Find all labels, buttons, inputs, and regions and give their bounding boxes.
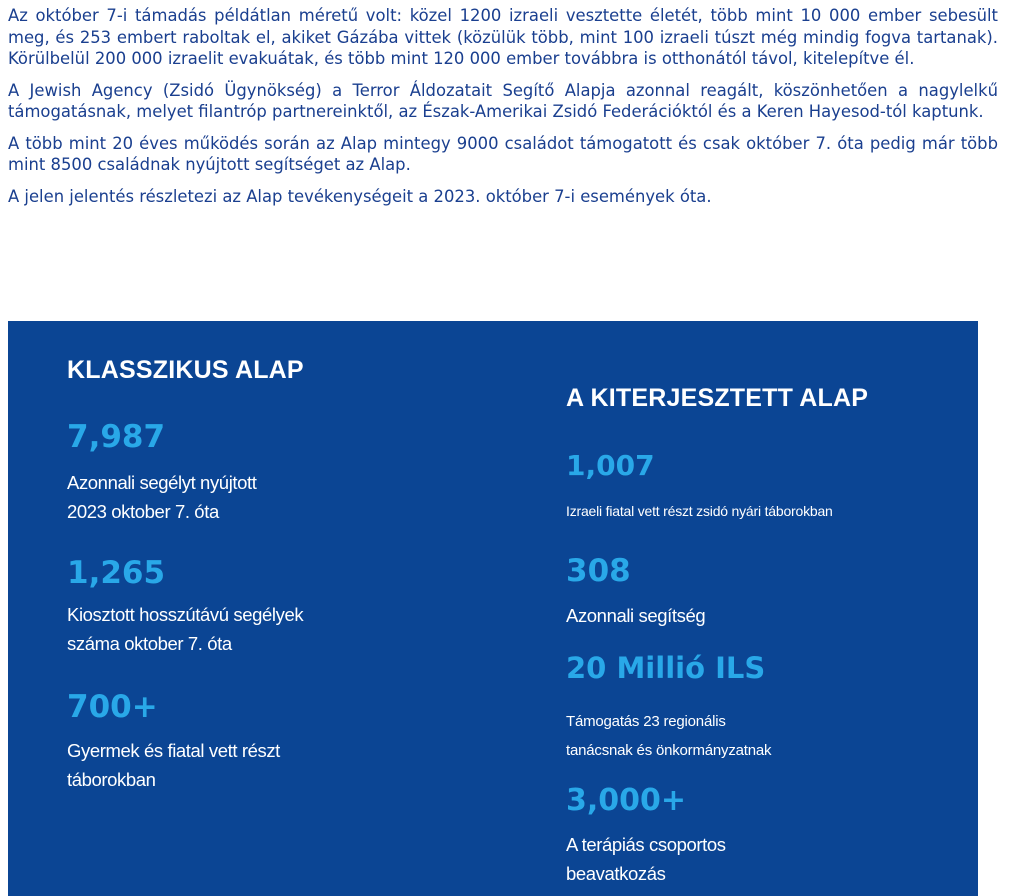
- label-line: Gyermek és fiatal vett részt: [67, 740, 280, 761]
- extended-stat-3-value: 20 Millió ILS: [566, 651, 766, 685]
- intro-paragraph-3: A több mint 20 éves működés során az Alap mintegy 9000 családot támogatott és csak október 7. óta pedig már több mint 8500 családnak nyújtott segítséget az Alap.: [8, 133, 998, 174]
- label-line: táborokban: [67, 769, 156, 790]
- classic-fund-title: KLASSZIKUS ALAP: [67, 356, 304, 384]
- label-line: Azonnali segítség: [566, 605, 706, 626]
- extended-stat-2-label: [566, 601, 705, 630]
- extended-fund-title: A KITERJESZTETT ALAP: [566, 384, 869, 412]
- label-line: száma oktober 7. óta: [67, 633, 232, 654]
- label-line: 2023 oktober 7. óta: [67, 501, 219, 522]
- classic-stat-2-label: [67, 600, 303, 658]
- label-line: Izraeli fiatal vett részt zsidó nyári táborokban: [566, 503, 833, 519]
- extended-stat-1-label: [566, 501, 833, 521]
- label-line: A terápiás csoportos: [566, 834, 726, 855]
- extended-stat-2-value: 308: [566, 553, 631, 589]
- extended-stat-3-label: [566, 707, 771, 765]
- extended-stat-1-value: 1,007: [566, 449, 655, 482]
- intro-paragraph-4: A jelen jelentés részletezi az Alap tevékenységeit a 2023. október 7-i események óta.: [8, 186, 712, 206]
- classic-stat-3-value: 700+: [67, 689, 158, 725]
- label-line: tanácsnak és önkormányzatnak: [566, 742, 772, 759]
- classic-stat-1-value: 7,987: [67, 419, 166, 455]
- intro-paragraph-1: Az október 7-i támadás példátlan méretű volt: közel 1200 izraeli vesztette életét, több mint 10 000 ember sebesült meg, és 253 embert raboltak el, akiket Gázába vittek (közülük több, mint 100 izraeli túszt még mindig fogva tartanak). Körülbelül 200 000 izraelit evakuátak, és több mint 120 000 ember továbbra is otthonától távol, kitelepítve él.: [8, 6, 998, 68]
- label-line: Azonnali segélyt nyújtott: [67, 472, 257, 493]
- intro-paragraph-2: A Jewish Agency (Zsidó Ügynökség) a Terror Áldozatait Segítő Alapja azonnal reagált, köszönhetően a nagylelkű támogatásnak, melyet filantróp partnereinktől, az Észak-Amerikai Zsidó Federációktól és a Keren Hayesod-tól kaptunk.: [8, 80, 998, 121]
- intro-text: [8, 5, 998, 217]
- label-line: Kiosztott hosszútávú segélyek: [67, 604, 304, 625]
- classic-stat-2-value: 1,265: [67, 555, 166, 591]
- classic-stat-1-label: [67, 468, 257, 526]
- extended-stat-4-label: [566, 830, 726, 888]
- extended-stat-4-value: 3,000+: [566, 783, 687, 818]
- label-line: Támogatás 23 regionális: [566, 713, 726, 730]
- label-line: beavatkozás: [566, 863, 666, 884]
- fund-stats-panel: [8, 321, 978, 896]
- classic-stat-3-label: [67, 736, 280, 794]
